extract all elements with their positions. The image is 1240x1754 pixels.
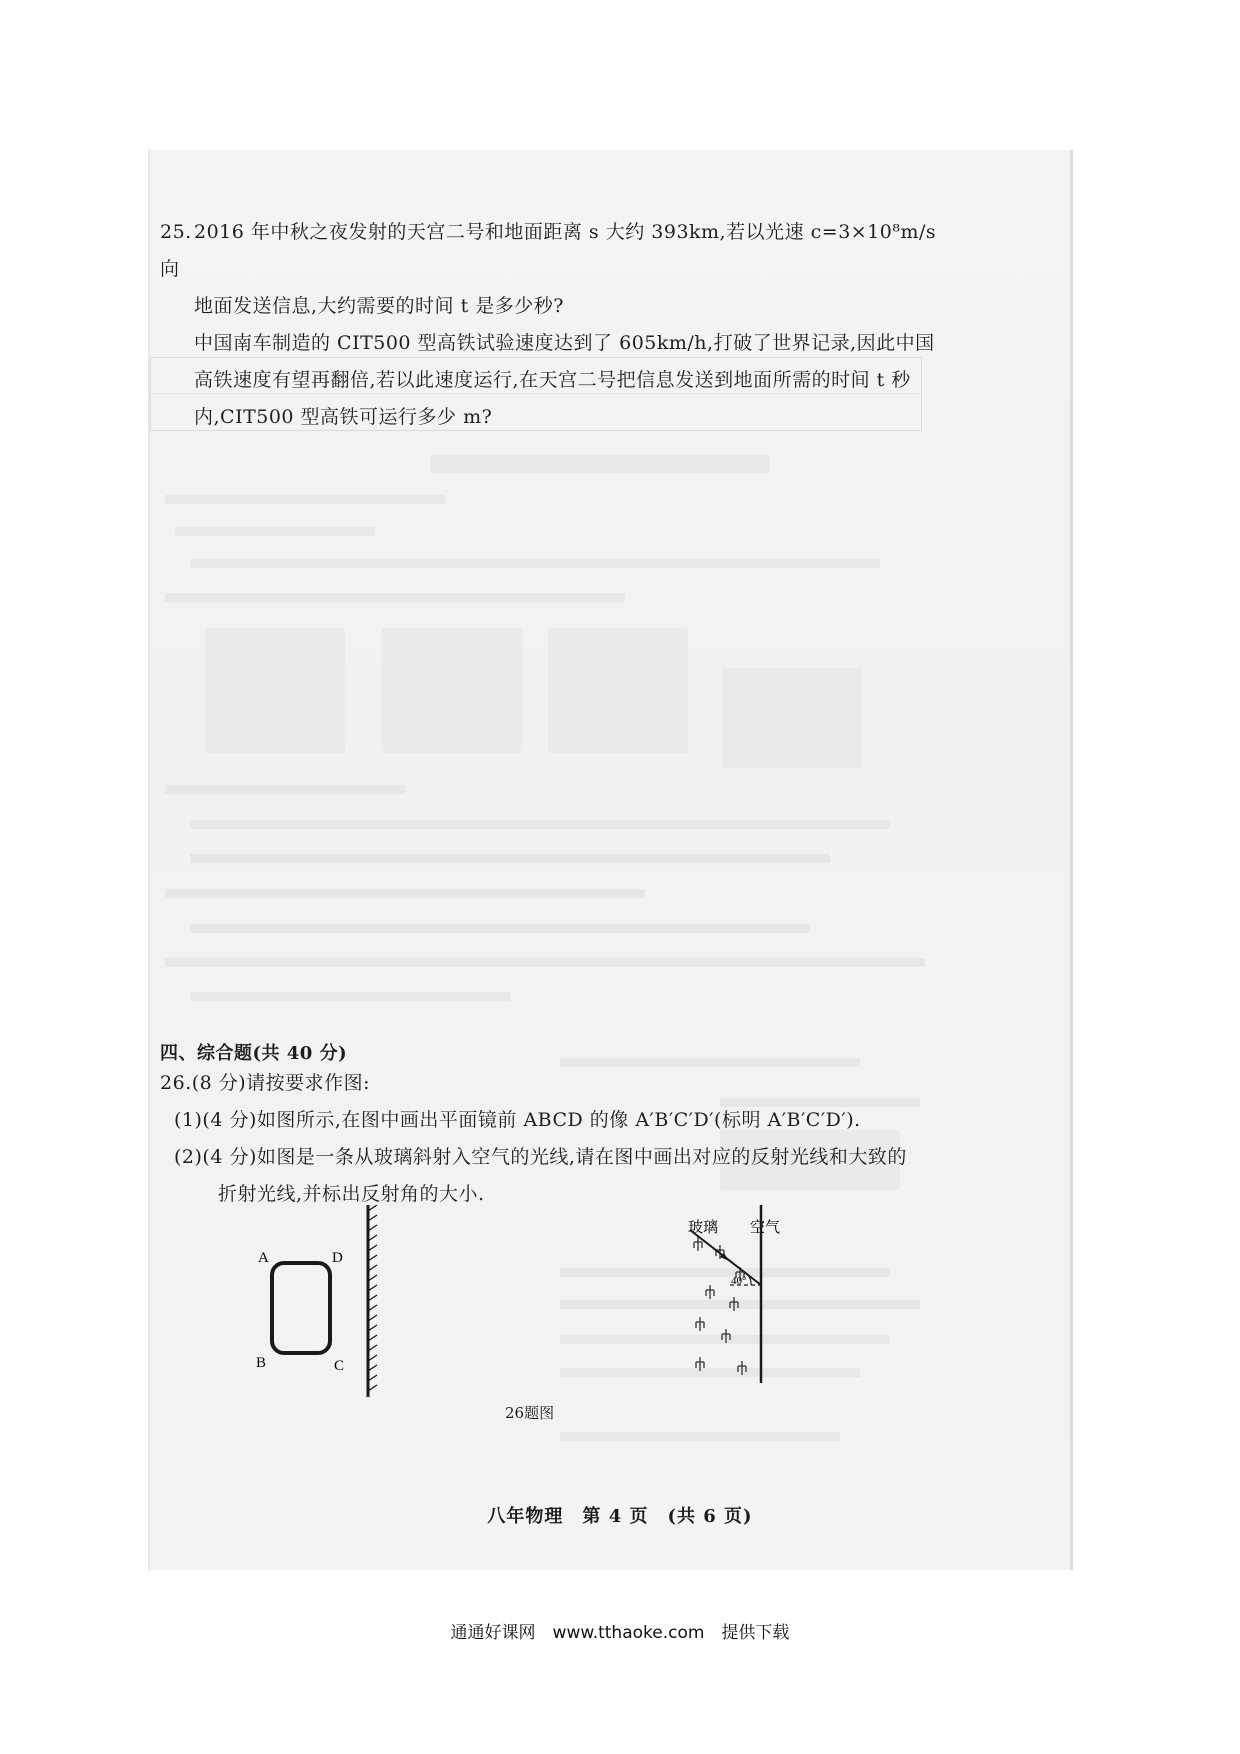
q25-line-3: 中国南车制造的 CIT500 型高铁试验速度达到了 605km/h,打破了世界记录,因此中国 bbox=[194, 332, 935, 354]
label-air: 空气 bbox=[750, 1218, 781, 1236]
section-4-heading: 四、综合题(共 40 分) bbox=[160, 1043, 348, 1064]
ghost-line bbox=[190, 924, 810, 933]
ghost-image bbox=[722, 668, 862, 768]
ghost-line bbox=[560, 1432, 840, 1441]
question-26 bbox=[160, 1065, 940, 1213]
ghost-line bbox=[165, 785, 405, 794]
page-footer: 八年物理 第 4 页 (共 6 页) bbox=[487, 1506, 753, 1527]
question-25 bbox=[160, 214, 940, 436]
label-b: B bbox=[256, 1355, 267, 1371]
ghost-line bbox=[190, 992, 510, 1001]
ghost-line bbox=[165, 495, 445, 504]
download-watermark: 通通好课网 www.tthaoke.com 提供下载 bbox=[450, 1623, 790, 1643]
ghost-heading bbox=[430, 455, 770, 473]
label-c: C bbox=[334, 1358, 345, 1374]
ghost-line bbox=[165, 593, 625, 602]
label-glass: 玻璃 bbox=[688, 1218, 719, 1236]
ghost-image bbox=[205, 628, 345, 753]
glass-hatching bbox=[694, 1237, 746, 1375]
q25-line-5: 内,CIT500 型高铁可运行多少 m? bbox=[194, 406, 493, 428]
figure-caption: 26题图 bbox=[505, 1404, 555, 1422]
ghost-line bbox=[190, 854, 830, 863]
q26-part-1: (1)(4 分)如图所示,在图中画出平面镜前 ABCD 的像 A′B′C′D′(标明 A′B′C′D′). bbox=[174, 1109, 861, 1131]
q26-line-1: 26.(8 分)请按要求作图: bbox=[160, 1072, 371, 1094]
ghost-line bbox=[175, 527, 375, 536]
abcd-object bbox=[272, 1263, 330, 1353]
ghost-image bbox=[382, 628, 522, 753]
label-a: A bbox=[258, 1250, 269, 1266]
label-d: D bbox=[332, 1250, 343, 1266]
angle-label: 40° bbox=[731, 1275, 747, 1287]
ghost-image bbox=[548, 628, 688, 753]
plane-mirror bbox=[368, 1205, 377, 1397]
q25-number: 25. bbox=[160, 221, 192, 243]
ghost-line bbox=[165, 889, 645, 898]
ghost-line bbox=[190, 820, 890, 829]
q25-line-1 bbox=[160, 214, 940, 288]
q26-part-2: (2)(4 分)如图是一条从玻璃斜射入空气的光线,请在图中画出对应的反射光线和大致的 bbox=[174, 1146, 907, 1168]
q25-text-1: 2016 年中秋之夜发射的天宫二号和地面距离 s 大约 393km,若以光速 c=3×10⁸m/s 向 bbox=[160, 221, 937, 280]
q25-line-2: 地面发送信息,大约需要的时间 t 是多少秒? bbox=[194, 295, 564, 317]
q25-line-4: 高铁速度有望再翻倍,若以此速度运行,在天宫二号把信息发送到地面所需的时间 t 秒 bbox=[194, 369, 911, 391]
ghost-line bbox=[190, 559, 880, 568]
figure-26 bbox=[220, 1205, 820, 1405]
glass-air-diagram bbox=[688, 1205, 780, 1383]
ghost-line bbox=[165, 958, 925, 967]
q26-part-2-cont: 折射光线,并标出反射角的大小. bbox=[218, 1183, 485, 1205]
